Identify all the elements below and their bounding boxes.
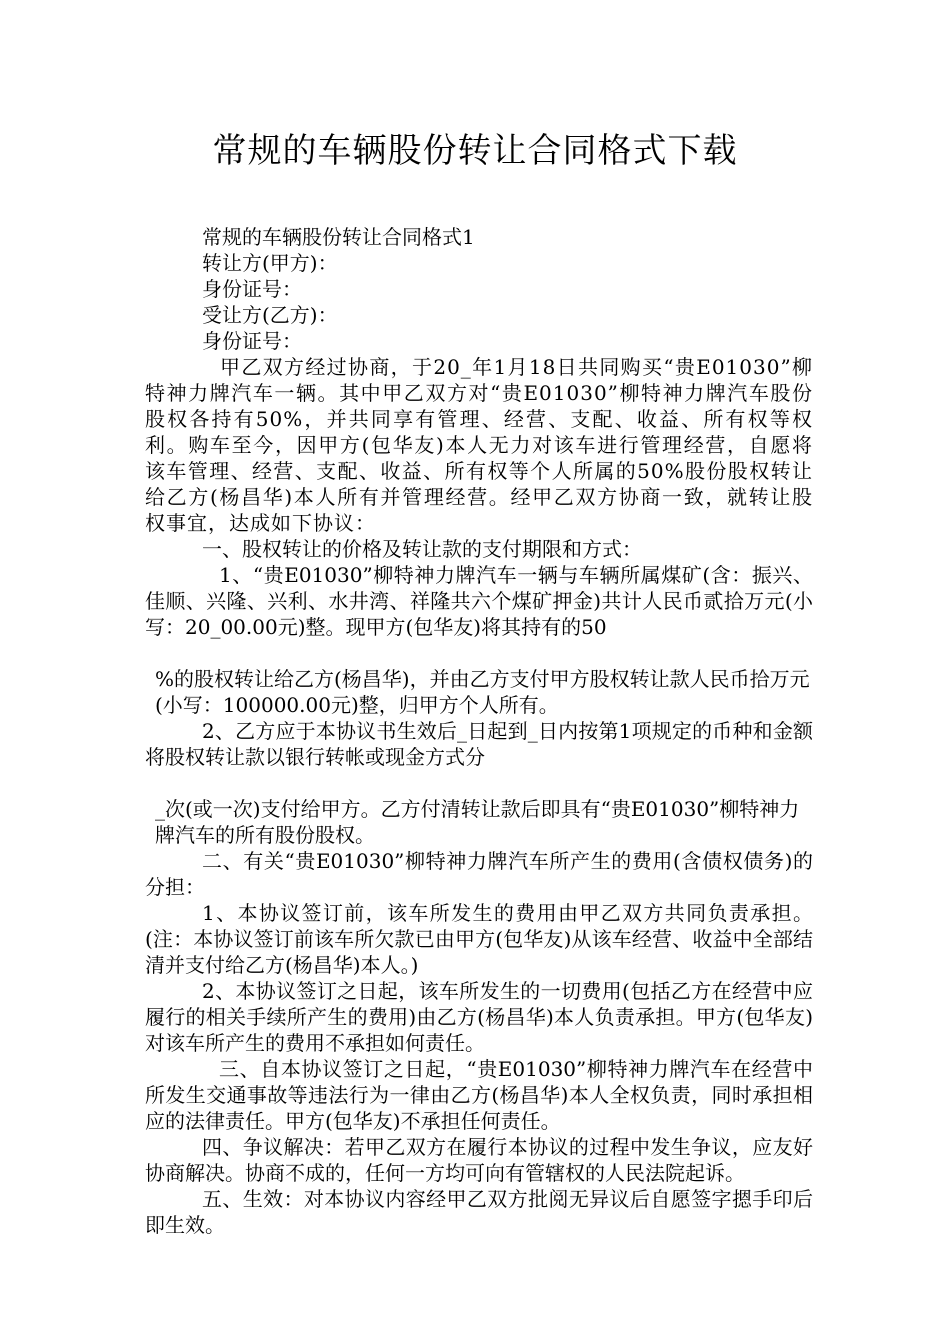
- clause-2-2: 2、本协议签订之日起，该车所发生的一切费用(包括乙方在经营中应履行的相关手续所产生的费用)由乙方(杨昌华)本人负责承担。甲方(包华友)对该车所产生的费用不承担如何责任。: [145, 979, 813, 1055]
- document-body: [145, 224, 813, 1238]
- document-title: 常规的车辆股份转让合同格式下载: [212, 131, 738, 171]
- transferee-id-label: 身份证号：: [202, 329, 302, 353]
- transferor-id-label: 身份证号：: [202, 277, 302, 301]
- transferee-label: 受让方(乙方)：: [202, 303, 338, 327]
- section-2-heading: 二、有关“贵E01030”柳特神力牌汽车所产生的费用(含债权债务)的分担：: [145, 849, 813, 899]
- section-3: 三、自本协议签订之日起，“贵E01030”柳特神力牌汽车在经营中所发生交通事故等违法行为一律由乙方(杨昌华)本人全权负责，同时承担相应的法律责任。甲方(包华友)不承担任何责任。: [145, 1057, 813, 1133]
- section-1-heading: 一、股权转让的价格及转让款的支付期限和方式：: [202, 537, 642, 561]
- section-5: 五、生效：对本协议内容经甲乙双方批阅无异议后自愿签字摁手印后即生效。: [145, 1187, 813, 1237]
- clause-1-2-continued: _次(或一次)支付给甲方。乙方付清转让款后即具有“贵E01030”柳特神力牌汽车的所有股份股权。: [155, 797, 800, 847]
- clause-1-2: 2、乙方应于本协议书生效后_日起到_日内按第1项规定的币种和金额将股权转让款以银行转帐或现金方式分: [145, 719, 813, 769]
- clause-1-1: 1、“贵E01030”柳特神力牌汽车一辆与车辆所属煤矿(含：振兴、佳顺、兴隆、兴利、水井湾、祥隆共六个煤矿押金)共计人民币贰拾万元(小写：20_00.00元)整。现甲方(包华友)将其持有的50: [145, 563, 813, 639]
- preamble-paragraph: 甲乙双方经过协商，于20_年1月18日共同购买“贵E01030”柳特神力牌汽车一辆。其中甲乙双方对“贵E01030”柳特神力牌汽车股份股权各持有50%，并共同享有管理、经营、支配、收益、所有权等权利。购车至今，因甲方(包华友)本人无力对该车进行管理经营，自愿将该车管理、经营、支配、收益、所有权等个人所属的50%股份股权转让给乙方(杨昌华)本人所有并管理经营。经甲乙双方协商一致，就转让股权事宜，达成如下协议：: [145, 355, 813, 535]
- clause-1-1-continued: %的股权转让给乙方(杨昌华)，并由乙方支付甲方股权转让款人民币拾万元(小写：100000.00元)整，归甲方个人所有。: [155, 667, 810, 717]
- section-4: 四、争议解决：若甲乙双方在履行本协议的过程中发生争议，应友好协商解决。协商不成的，任何一方均可向有管辖权的人民法院起诉。: [145, 1135, 813, 1185]
- subtitle: 常规的车辆股份转让合同格式1: [202, 225, 475, 249]
- clause-2-1: 1、本协议签订前，该车所发生的费用由甲乙双方共同负责承担。(注：本协议签订前该车所欠款已由甲方(包华友)从该车经营、收益中全部结清并支付给乙方(杨昌华)本人。): [145, 901, 813, 977]
- transferor-label: 转让方(甲方)：: [202, 251, 338, 275]
